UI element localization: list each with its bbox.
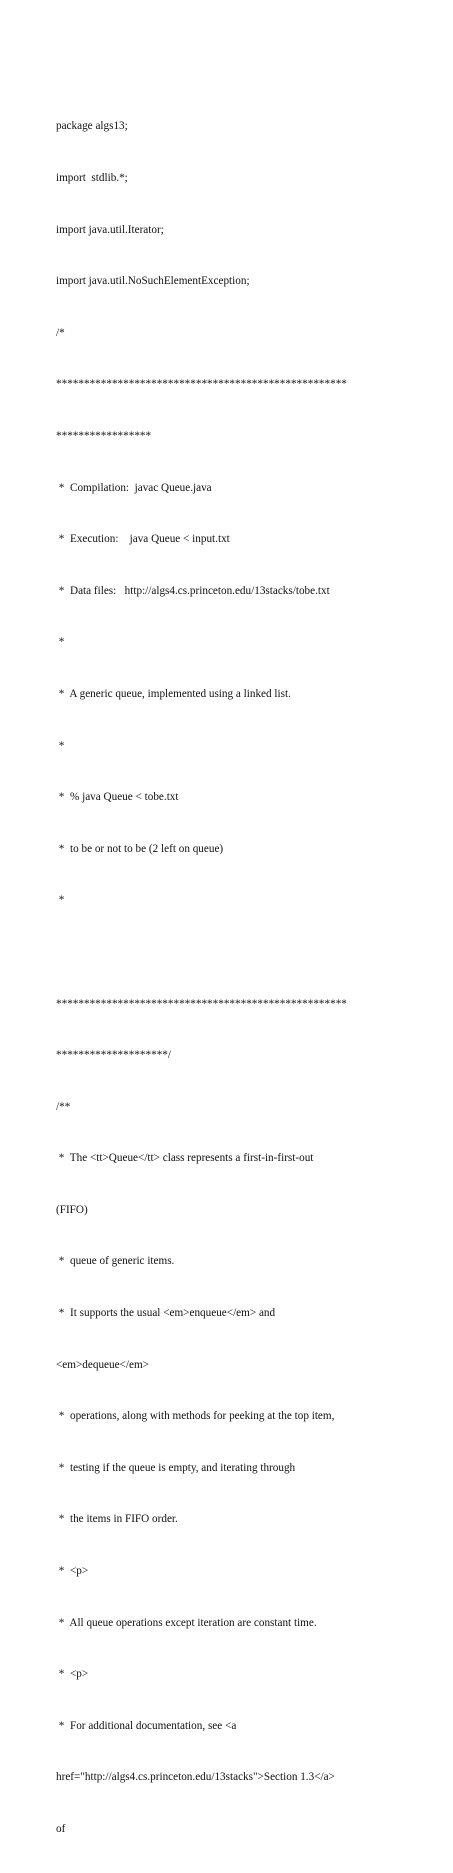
text-line: package algs13; [56, 120, 128, 133]
text-line: (FIFO) [56, 1203, 88, 1216]
text-line: * % java Queue < tobe.txt [56, 791, 179, 804]
text-line: * It supports the usual <em>enqueue</em> and [56, 1307, 276, 1320]
blank-line [56, 944, 446, 961]
text-line: /* [56, 326, 65, 339]
text-line: * <p> [56, 1565, 89, 1578]
text-line: * [56, 636, 65, 649]
text-line: * the items in FIFO order. [56, 1513, 178, 1526]
code-text-block [56, 84, 446, 1873]
text-line: ********************/ [56, 1049, 171, 1062]
text-line: /** [56, 1100, 71, 1113]
text-line: import java.util.NoSuchElementException; [56, 275, 250, 288]
text-line: * <p> [56, 1668, 89, 1681]
text-line: * queue of generic items. [56, 1255, 175, 1268]
text-line: import java.util.Iterator; [56, 223, 164, 236]
text-line: * testing if the queue is empty, and iterating through [56, 1461, 296, 1474]
text-line: **************************************************** [56, 378, 347, 391]
text-line: * [56, 894, 65, 907]
text-line: ***************** [56, 429, 152, 442]
text-line: * [56, 739, 65, 752]
text-line: * operations, along with methods for peeking at the top item, [56, 1410, 335, 1423]
text-line: <em>dequeue</em> [56, 1358, 149, 1371]
text-line: * Execution: java Queue < input.txt [56, 533, 230, 546]
text-line: * A generic queue, implemented using a linked list. [56, 687, 291, 700]
text-line: import stdlib.*; [56, 172, 128, 184]
text-line: of [56, 1823, 66, 1835]
text-line: * The <tt>Queue</tt> class represents a first-in-first-out [56, 1152, 314, 1165]
text-line: **************************************************** [56, 997, 347, 1010]
text-line: href="http://algs4.cs.princeton.edu/13stacks">Section 1.3</a> [56, 1771, 335, 1784]
text-line: * For additional documentation, see <a [56, 1719, 237, 1732]
text-line: * to be or not to be (2 left on queue) [56, 842, 224, 855]
text-line: * Compilation: javac Queue.java [56, 481, 212, 494]
text-line: * All queue operations except iteration are constant time. [56, 1616, 317, 1629]
text-line: * Data files: http://algs4.cs.princeton.edu/13stacks/tobe.txt [56, 584, 330, 597]
